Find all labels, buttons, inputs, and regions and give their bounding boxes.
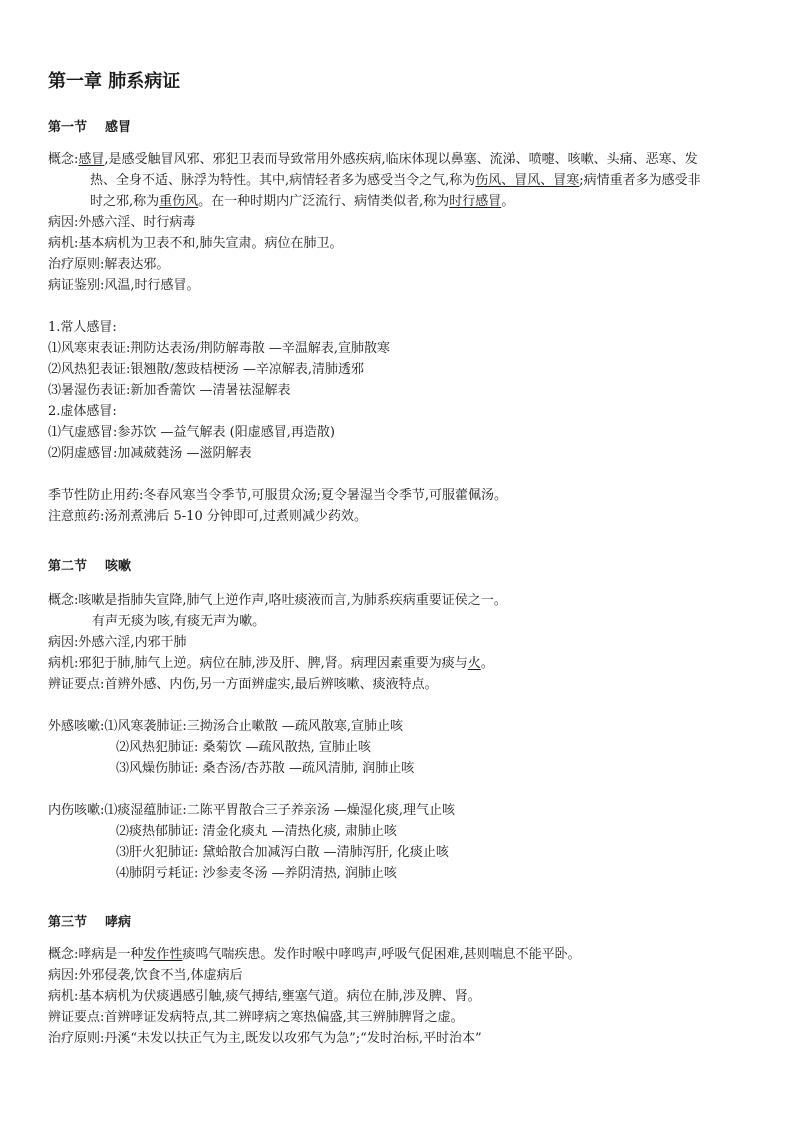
section-heading-3 bbox=[48, 913, 131, 933]
section-number: 第三节 bbox=[48, 915, 88, 930]
list-item: ⑴风寒袭肺证:三拗汤合止嗽散 —疏风散寒,宣肺止咳 bbox=[104, 719, 404, 734]
list-item: ⑶暑湿伤表证:新加香薷饮 —清暑祛湿解表 bbox=[48, 383, 291, 398]
mechanism-line: 病机:基本病机为卫表不和,肺失宣肃。病位在肺卫。 bbox=[48, 236, 343, 251]
principle-line: 治疗原则:丹溪“未发以扶正气为主,既发以攻邪气为急”;“发时治标,平时治本” bbox=[48, 1031, 482, 1046]
concept-line-2: 有声无痰为咳,有痰无声为嗽。 bbox=[92, 614, 266, 629]
list-item: ⑵风热犯表证:银翘散/葱豉桔梗汤 —辛凉解表,清肺透邪 bbox=[48, 362, 365, 377]
section-heading-1 bbox=[48, 118, 131, 138]
list-item: ⑶风燥伤肺证: 桑杏汤/杏苏散 —疏风清肺, 润肺止咳 bbox=[116, 761, 415, 776]
term-underlined: 重伤风 bbox=[159, 194, 199, 209]
section-number: 第一节 bbox=[48, 120, 88, 135]
section-name: 感冒 bbox=[105, 120, 132, 135]
list-item: ⑵痰热郁肺证: 清金化痰丸 —清热化痰, 肃肺止咳 bbox=[116, 824, 397, 839]
term-underlined: 火 bbox=[467, 656, 481, 671]
term-underlined: 感冒 bbox=[78, 152, 105, 167]
term-underlined: 时行感冒 bbox=[449, 194, 502, 209]
mechanism-line: 病机:基本病机为伏痰遇感引触,痰气搏结,壅塞气道。病位在肺,涉及脾、肾。 bbox=[48, 989, 481, 1004]
concept-line-1: 概念:感冒,是感受触冒风邪、邪犯卫表而导致常用外感疾病,临床体现以鼻塞、流涕、喷嚏、咳嗽、头痛、恶寒、发 bbox=[48, 152, 698, 167]
decoction-line: 注意煎药:汤剂煮沸后 5-10 分钟即可,过煮则减少药效。 bbox=[48, 509, 367, 524]
list-item: ⑴痰湿蕴肺证:二陈平胃散合三子养亲汤 —燥湿化痰,理气止咳 bbox=[104, 803, 456, 818]
section-heading-2 bbox=[48, 557, 131, 577]
principle-line: 治疗原则:解表达邪。 bbox=[48, 257, 170, 272]
group-title: 2.虚体感冒: bbox=[48, 404, 117, 419]
list-item: ⑵风热犯肺证: 桑菊饮 —疏风散热, 宣肺止咳 bbox=[116, 740, 371, 755]
concept-line-2: 热、全身不适、脉浮为特性。其中,病情轻者多为感受当令之气,称为伤风、冒风、冒寒;病情重者多为感受非 bbox=[90, 173, 701, 188]
concept-line: 概念:哮病是一种发作性痰鸣气喘疾患。发作时喉中哮鸣声,呼吸气促困难,甚则喘息不能平卧。 bbox=[48, 947, 581, 962]
list-item: ⑷肺阴亏耗证: 沙参麦冬汤 —养阴清热, 润肺止咳 bbox=[116, 866, 397, 881]
list-item: ⑶肝火犯肺证: 黛蛤散合加减泻白散 —清肺泻肝, 化痰止咳 bbox=[116, 845, 449, 860]
group-title: 1.常人感冒: bbox=[48, 320, 117, 335]
section-name: 哮病 bbox=[105, 915, 132, 930]
term-underlined: 发作性 bbox=[143, 947, 183, 962]
concept-line-3: 时之邪,称为重伤风。在一种时期内广泛流行、病情类似者,称为时行感冒。 bbox=[90, 194, 515, 209]
key-points-line: 辨证要点:首辨哮证发病特点,其二辨哮病之寒热偏盛,其三辨肺脾肾之虚。 bbox=[48, 1010, 464, 1025]
differential-line: 病证鉴别:风温,时行感冒。 bbox=[48, 278, 200, 293]
external-cough-line bbox=[48, 717, 403, 737]
section-number: 第二节 bbox=[48, 559, 88, 574]
section-name: 咳嗽 bbox=[105, 559, 132, 574]
term-underlined: 伤风、冒风、冒寒 bbox=[475, 173, 580, 188]
cause-line: 病因:外感六淫、时行病毒 bbox=[48, 215, 196, 230]
cause-line: 病因:外感六淫,内邪干肺 bbox=[48, 635, 187, 650]
group-label: 外感咳嗽: bbox=[48, 719, 105, 734]
group-label: 内伤咳嗽: bbox=[48, 803, 105, 818]
internal-cough-line bbox=[48, 801, 455, 821]
list-item: ⑴气虚感冒:参苏饮 —益气解表 (阳虚感冒,再造散) bbox=[48, 425, 335, 440]
concept-line-1: 概念:咳嗽是指肺失宣降,肺气上逆作声,咯吐痰液而言,为肺系疾病重要证侯之一。 bbox=[48, 593, 507, 608]
list-item: ⑵阴虚感冒:加减葳蕤汤 —滋阴解表 bbox=[48, 446, 252, 461]
key-points-line: 辨证要点:首辨外感、内伤,另一方面辨虚实,最后辨咳嗽、痰液特点。 bbox=[48, 677, 438, 692]
seasonal-line: 季节性防止用药:冬春风寒当令季节,可服贯众汤;夏令暑湿当令季节,可服藿佩汤。 bbox=[48, 488, 508, 503]
chapter-title: 第一章 肺系病证 bbox=[48, 71, 181, 92]
list-item: ⑴风寒束表证:荆防达表汤/荆防解毒散 —辛温解表,宣肺散寒 bbox=[48, 341, 391, 356]
cause-line: 病因:外邪侵袭,饮食不当,体虚病后 bbox=[48, 968, 243, 983]
mechanism-line: 病机:邪犯于肺,肺气上逆。病位在肺,涉及肝、脾,肾。病理因素重要为痰与火。 bbox=[48, 656, 494, 671]
